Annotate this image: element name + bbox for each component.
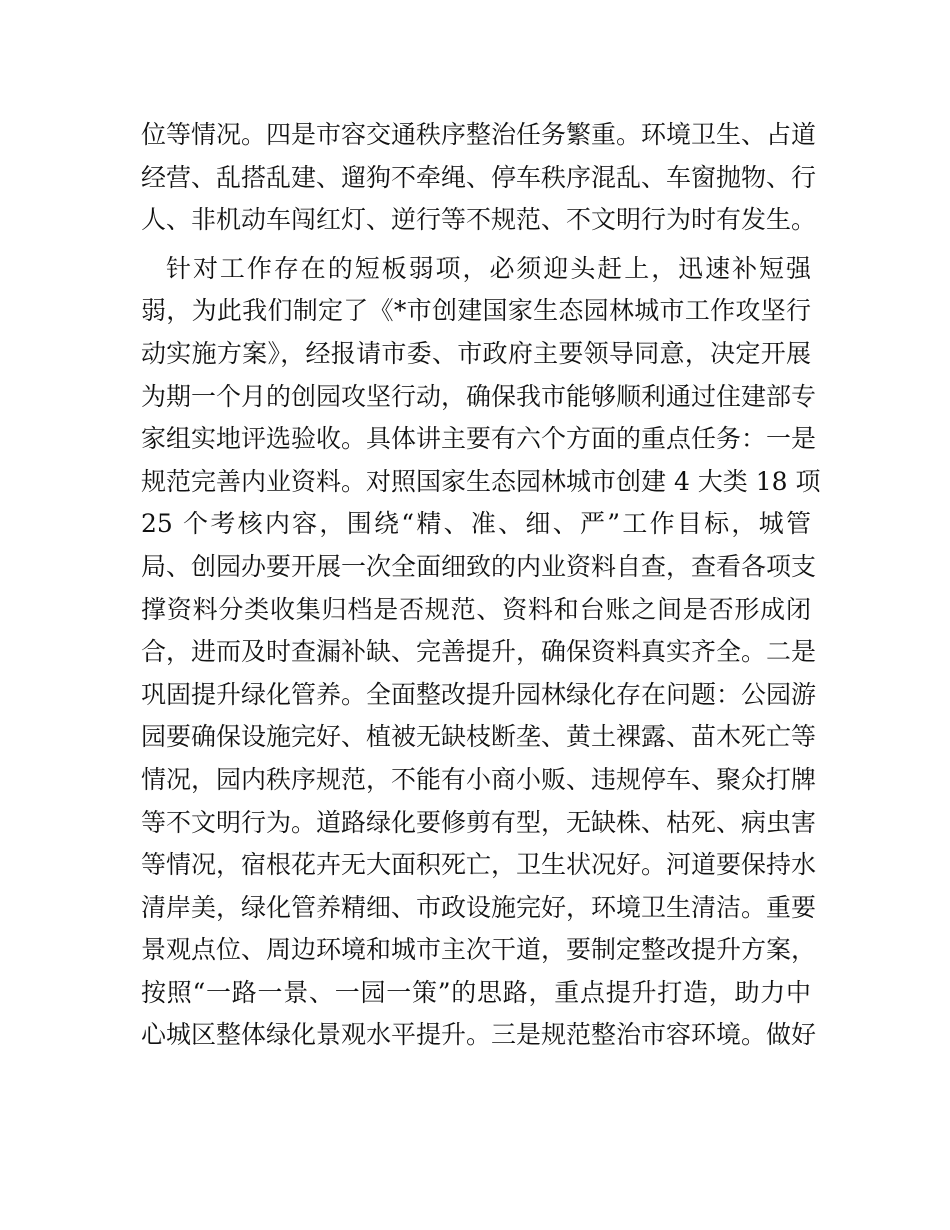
paragraph-2 — [141, 248, 821, 1057]
text-line: 园要确保设施完好、植被无缺枝断垄、黄土裸露、苗木死亡等 — [141, 722, 817, 752]
text-line: 动实施方案》，经报请市委、市政府主要领导同意，决定开展 — [141, 338, 811, 368]
text-line: 按照“一路一景、一园一策”的思路，重点提升打造，助力中 — [141, 977, 811, 1007]
text-line: 等情况，宿根花卉无大面积死亡，卫生状况好。河道要保持水 — [141, 850, 817, 880]
text-line: 等不文明行为。道路绿化要修剪有型，无缺株、枯死、病虫害 — [141, 807, 817, 837]
text-line: 25 个考核内容，围绕“精、准、细、严”工作目标，城管 — [141, 509, 811, 539]
text-line: 局、创园办要开展一次全面细致的内业资料自查，查看各项支 — [141, 551, 817, 581]
text-line: 弱，为此我们制定了《*市创建国家生态园林城市工作攻坚行 — [141, 296, 811, 326]
paragraph-1 — [141, 114, 817, 242]
text-line: 合，进而及时查漏补缺、完善提升，确保资料真实齐全。二是 — [141, 637, 817, 667]
text-line: 规范完善内业资料。对照国家生态园林城市创建 4 大类 18 项 — [141, 466, 821, 496]
text-line: 针对工作存在的短板弱项，必须迎头赶上，迅速补短强 — [166, 253, 811, 283]
text-line: 经营、乱搭乱建、遛狗不牵绳、停车秩序混乱、车窗抛物、行 — [141, 162, 817, 192]
text-line: 清岸美，绿化管养精细、市政设施完好，环境卫生清洁。重要 — [141, 892, 817, 922]
text-line: 景观点位、周边环境和城市主次干道，要制定整改提升方案， — [141, 935, 817, 965]
text-line: 巩固提升绿化管养。全面整改提升园林绿化存在问题：公园游 — [141, 679, 817, 709]
text-line: 位等情况。四是市容交通秩序整治任务繁重。环境卫生、占道 — [141, 120, 817, 149]
text-line: 家组实地评选验收。具体讲主要有六个方面的重点任务：一是 — [141, 424, 817, 454]
text-line: 情况，园内秩序规范，不能有小商小贩、违规停车、聚众打牌 — [141, 764, 817, 794]
text-line: 撑资料分类收集归档是否规范、资料和台账之间是否形成闭 — [141, 594, 811, 624]
text-line: 为期一个月的创园攻坚行动，确保我市能够顺利通过住建部专 — [141, 381, 817, 411]
text-line: 心城区整体绿化景观水平提升。三是规范整治市容环境。做好 — [141, 1020, 817, 1050]
text-line: 人、非机动车闯红灯、逆行等不规范、不文明行为时有发生。 — [141, 205, 817, 235]
document-body — [141, 114, 821, 1057]
